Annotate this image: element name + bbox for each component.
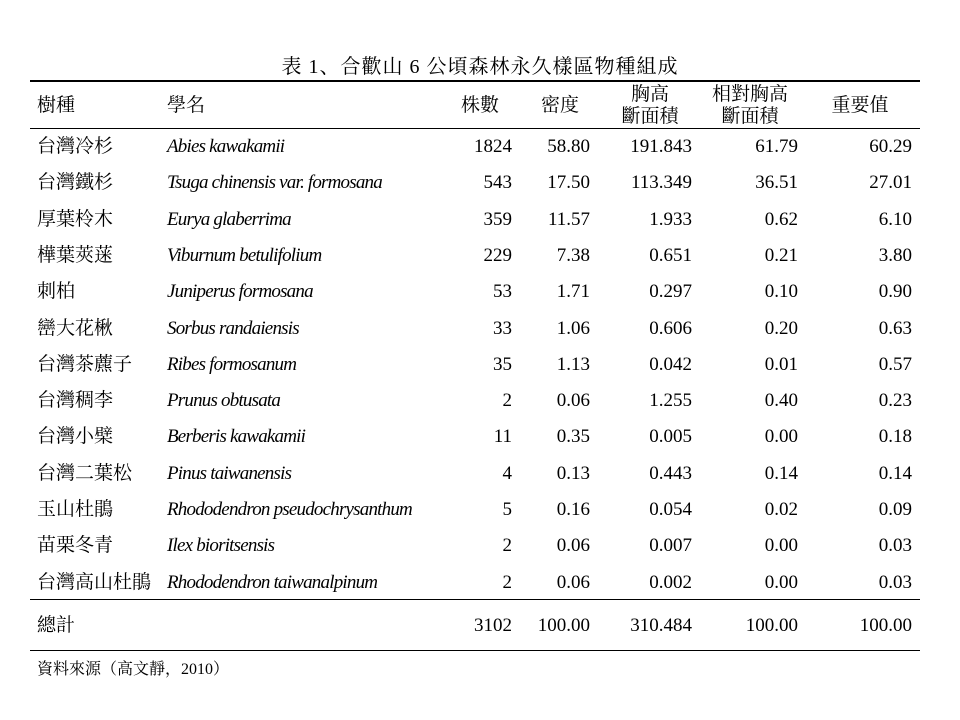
source-note: 資料來源（高文靜，2010） xyxy=(37,661,230,678)
header-density: 密度 xyxy=(540,95,579,116)
scientific-name: Rhododendron taiwanalpinum xyxy=(167,571,378,593)
species-name: 苗栗冬青 xyxy=(37,535,114,557)
tree-count: 33 xyxy=(493,317,512,339)
basal-area-value: 1.255 xyxy=(649,390,692,412)
tree-count: 11 xyxy=(493,426,512,448)
density-value: 1.13 xyxy=(556,353,590,375)
basal-area-value: 0.606 xyxy=(649,317,692,339)
tree-count: 2 xyxy=(502,571,512,593)
importance-value: 3.80 xyxy=(878,244,912,266)
species-name: 玉山杜鵑 xyxy=(37,499,114,520)
scientific-name: Eurya glaberrima xyxy=(167,208,291,230)
tree-count: 359 xyxy=(483,208,512,230)
species-name: 台灣高山杜鵑 xyxy=(37,571,152,593)
scientific-name: Abies kawakamii xyxy=(167,136,285,157)
rel-basal-area-value: 0.40 xyxy=(764,390,798,412)
basal-area-value: 0.054 xyxy=(649,499,692,520)
rel-basal-area-value: 0.02 xyxy=(764,499,798,520)
total-rel-basal-area: 100.00 xyxy=(745,615,798,636)
tree-count: 1824 xyxy=(474,136,512,157)
species-name: 台灣鐵杉 xyxy=(37,172,114,194)
top-rule xyxy=(30,80,920,82)
scientific-name: Pinus taiwanensis xyxy=(167,462,292,484)
header-rel-basal-area xyxy=(700,84,800,128)
species-name: 樺葉莢蒾 xyxy=(37,244,114,266)
scientific-name: Prunus obtusata xyxy=(167,390,281,412)
density-value: 17.50 xyxy=(547,172,590,194)
total-rule xyxy=(30,599,920,600)
table-row xyxy=(0,311,960,347)
scientific-name: Ilex bioritsensis xyxy=(167,535,275,557)
table-row xyxy=(0,347,960,383)
header-rel-basal-area-line1: 相對胸高 xyxy=(711,84,788,105)
table-row xyxy=(0,456,960,492)
basal-area-value: 113.349 xyxy=(630,172,692,194)
density-value: 0.13 xyxy=(556,462,590,484)
header-basal-area-line2: 斷面積 xyxy=(621,106,679,127)
table-row xyxy=(0,238,960,274)
tree-count: 2 xyxy=(502,535,512,557)
scientific-name: Tsuga chinensis var. formosana xyxy=(167,172,382,194)
density-value: 0.16 xyxy=(556,499,590,520)
total-basal-area: 310.484 xyxy=(630,615,692,636)
importance-value: 0.18 xyxy=(878,426,912,448)
rel-basal-area-value: 0.01 xyxy=(764,353,798,375)
basal-area-value: 0.005 xyxy=(649,426,692,448)
header-sci-name: 學名 xyxy=(167,95,206,116)
density-value: 1.06 xyxy=(556,317,590,339)
species-name: 巒大花楸 xyxy=(37,317,114,339)
density-value: 0.06 xyxy=(556,390,590,412)
basal-area-value: 0.443 xyxy=(649,462,692,484)
table-row xyxy=(0,419,960,455)
importance-value: 0.23 xyxy=(878,390,912,412)
table-title: 表 1、合歡山 6 公頃森林永久樣區物種組成 xyxy=(281,56,679,78)
total-count: 3102 xyxy=(474,615,512,636)
density-value: 11.57 xyxy=(547,208,590,230)
tree-count: 2 xyxy=(502,390,512,412)
tree-count: 5 xyxy=(502,499,512,520)
basal-area-value: 0.297 xyxy=(649,281,692,303)
species-name: 台灣二葉松 xyxy=(37,462,133,484)
table-row xyxy=(0,165,960,201)
table-row xyxy=(0,129,960,165)
header-importance: 重要值 xyxy=(831,95,889,116)
importance-value: 0.09 xyxy=(878,499,912,520)
density-value: 7.38 xyxy=(556,244,590,266)
scientific-name: Ribes formosanum xyxy=(167,353,297,375)
importance-value: 60.29 xyxy=(869,136,912,157)
species-name: 台灣茶藨子 xyxy=(37,353,133,375)
rel-basal-area-value: 0.00 xyxy=(764,426,798,448)
tree-count: 543 xyxy=(483,172,512,194)
basal-area-value: 0.042 xyxy=(649,353,692,375)
importance-value: 0.57 xyxy=(878,353,912,375)
rel-basal-area-value: 0.14 xyxy=(764,462,798,484)
total-density: 100.00 xyxy=(537,615,590,636)
rel-basal-area-value: 0.00 xyxy=(764,535,798,557)
table-row xyxy=(0,528,960,564)
rel-basal-area-value: 36.51 xyxy=(755,172,798,194)
basal-area-value: 0.002 xyxy=(649,571,692,593)
header-rel-basal-area-line2: 斷面積 xyxy=(721,106,779,127)
tree-count: 229 xyxy=(483,244,512,266)
density-value: 58.80 xyxy=(547,136,590,157)
header-count: 株數 xyxy=(460,95,499,116)
basal-area-value: 0.651 xyxy=(649,244,692,266)
density-value: 0.06 xyxy=(556,571,590,593)
rel-basal-area-value: 0.00 xyxy=(764,571,798,593)
tree-count: 35 xyxy=(493,353,512,375)
basal-area-value: 191.843 xyxy=(630,136,692,157)
rel-basal-area-value: 61.79 xyxy=(755,136,798,157)
table-row xyxy=(0,383,960,419)
rel-basal-area-value: 0.10 xyxy=(764,281,798,303)
importance-value: 6.10 xyxy=(878,208,912,230)
header-basal-area xyxy=(605,84,695,128)
importance-value: 0.90 xyxy=(878,281,912,303)
table-row xyxy=(0,202,960,238)
total-importance: 100.00 xyxy=(859,615,912,636)
species-name: 台灣冷杉 xyxy=(37,136,114,157)
species-name: 厚葉柃木 xyxy=(37,208,114,230)
importance-value: 0.03 xyxy=(878,535,912,557)
table-row xyxy=(0,274,960,310)
importance-value: 0.63 xyxy=(878,317,912,339)
species-name: 刺柏 xyxy=(37,281,76,303)
table-row xyxy=(0,492,960,528)
scientific-name: Rhododendron pseudochrysanthum xyxy=(167,499,412,520)
scientific-name: Sorbus randaiensis xyxy=(167,317,299,339)
scientific-name: Juniperus formosana xyxy=(167,281,313,303)
header-species: 樹種 xyxy=(37,95,76,116)
species-name: 台灣小檗 xyxy=(37,426,114,448)
species-name: 台灣稠李 xyxy=(37,390,114,412)
tree-count: 4 xyxy=(502,462,512,484)
total-row xyxy=(0,608,960,644)
rel-basal-area-value: 0.21 xyxy=(764,244,798,266)
basal-area-value: 0.007 xyxy=(649,535,692,557)
density-value: 0.35 xyxy=(556,426,590,448)
rel-basal-area-value: 0.20 xyxy=(764,317,798,339)
importance-value: 0.03 xyxy=(878,571,912,593)
total-label: 總計 xyxy=(37,615,76,636)
scientific-name: Viburnum betulifolium xyxy=(167,244,322,266)
table-row xyxy=(0,565,960,601)
scientific-name: Berberis kawakamii xyxy=(167,426,306,448)
header-basal-area-line1: 胸高 xyxy=(630,84,669,105)
bottom-rule xyxy=(30,650,920,651)
density-value: 0.06 xyxy=(556,535,590,557)
importance-value: 27.01 xyxy=(869,172,912,194)
importance-value: 0.14 xyxy=(878,462,912,484)
density-value: 1.71 xyxy=(556,281,590,303)
rel-basal-area-value: 0.62 xyxy=(764,208,798,230)
tree-count: 53 xyxy=(493,281,512,303)
basal-area-value: 1.933 xyxy=(649,208,692,230)
